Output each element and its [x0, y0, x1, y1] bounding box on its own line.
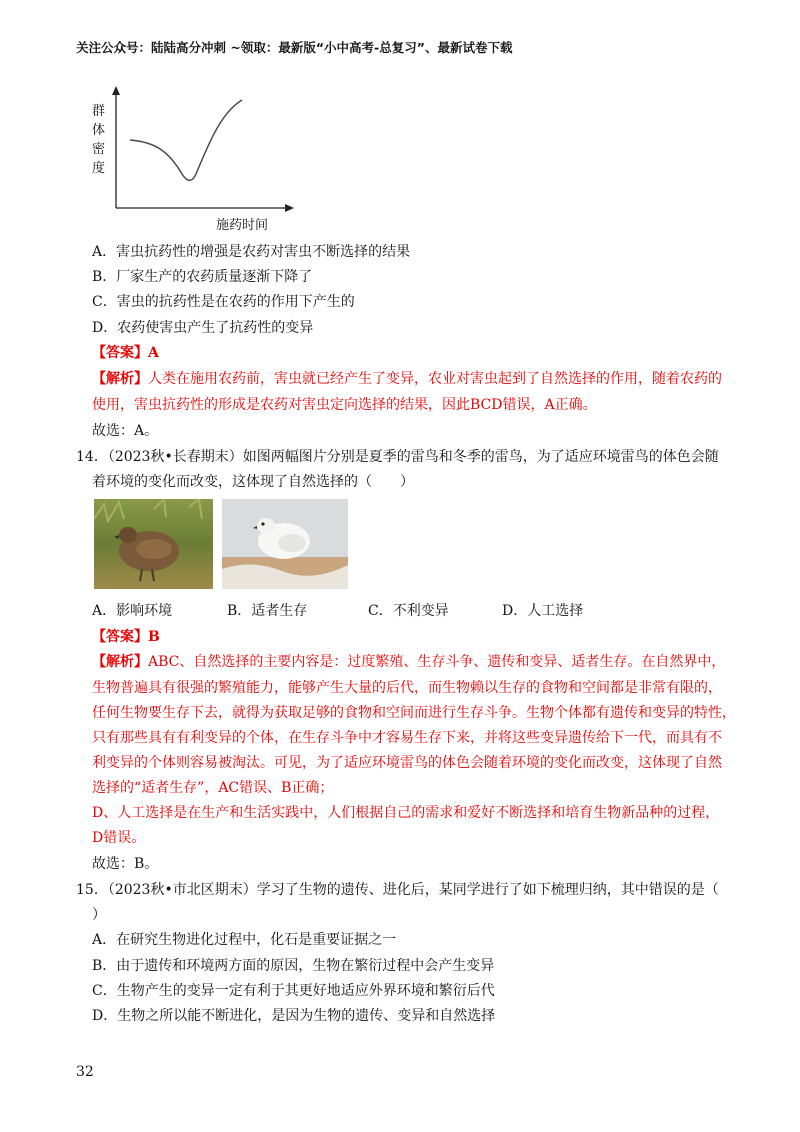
q13-analysis-line2: 使用，害虫抗药性的形成是农药对害虫定向选择的结果，因此BCD错误，A正确。 [92, 397, 597, 413]
page-number: 32 [76, 1064, 94, 1080]
ylabel-char: 群 [92, 104, 106, 119]
winter-ptarmigan-photo [222, 499, 348, 589]
q13-option-d: D．农药使害虫产生了抗药性的变异 [92, 320, 314, 336]
q15-option-d: D．生物之所以能不断进化，是因为生物的遗传、变异和自然选择 [92, 1008, 496, 1024]
q13-option-a: A．害虫抗药性的增强是农药对害虫不断选择的结果 [92, 244, 411, 260]
q13-option-c: C．害虫的抗药性是在农药的作用下产生的 [92, 294, 355, 310]
q15-stem-text: （2023秋•市北区期末）学习了生物的遗传、进化后，某同学进行了如下梳理归纳，其中错误的是（ [107, 882, 719, 898]
q14-conclusion: 故选：B。 [92, 856, 159, 872]
q14-analysis-line2: 生物普遍具有很强的繁殖能力，能够产生大量的后代，而生物赖以生存的食物和空间都是非常有限的， [92, 680, 722, 696]
graph-xlabel: 施药时间 [216, 218, 269, 233]
q15-stem-line2: ） [92, 907, 106, 923]
page-header: 关注公众号：陆陆高分冲刺 ~领取：最新版“小中高考-总复习”、最新试卷下载 [76, 40, 513, 55]
q15-stem-line1 [76, 880, 719, 900]
population-density-graph [84, 86, 294, 240]
analysis-label: 【解析】 [92, 371, 148, 387]
analysis-label: 【解析】 [92, 654, 148, 670]
q14-answer [92, 627, 160, 647]
q15-number: 15． [76, 882, 108, 898]
q13-conclusion: 故选：A。 [92, 423, 159, 439]
q15-option-c: C．生物产生的变异一定有利于其更好地适应外界环境和繁衍后代 [92, 983, 495, 999]
q13-answer [92, 343, 159, 363]
q14-analysis-line4: 只有那些具有有利变异的个体，在生存斗争中才容易生存下来，并将这些变异遗传给下一代，而具有不 [92, 730, 722, 746]
q15-option-b: B．由于遗传和环境两方面的原因，生物在繁衍过程中会产生变异 [92, 958, 495, 974]
q14-stem-text: （2023秋•长春期末）如图两幅图片分别是夏季的雷鸟和冬季的雷鸟，为了适应环境雷鸟的体色会随 [107, 449, 719, 465]
graph-ylabel [92, 102, 108, 178]
q14-analysis-line1 [92, 652, 725, 672]
q14-analysis-line3: 任何生物要生存下去，就得为获取足够的食物和空间而进行生存斗争。生物个体都有遗传和变异的特性， [92, 705, 736, 721]
q14-option-b: B．适者生存 [227, 603, 308, 619]
ylabel-char: 密 [92, 142, 106, 157]
ylabel-char: 度 [92, 161, 106, 176]
q14-stem-line1 [76, 447, 719, 467]
q14-stem-line2: 着环境的变化而改变，这体现了自然选择的（ ） [92, 474, 414, 490]
q15-option-a: A．在研究生物进化过程中，化石是重要证据之一 [92, 932, 397, 948]
q14-option-c: C．不利变异 [368, 603, 449, 619]
q14-analysis-line6: 选择的“适者生存”，AC错误、B正确； [92, 780, 334, 796]
summer-ptarmigan-photo [94, 499, 213, 589]
q14-option-a: A．影响环境 [92, 603, 173, 619]
q13-analysis-line1 [92, 369, 722, 389]
q13-option-b: B．厂家生产的农药质量逐渐下降了 [92, 269, 313, 285]
q14-number: 14． [76, 449, 108, 465]
answer-value: B [148, 629, 160, 645]
answer-label: 【答案】 [92, 629, 148, 645]
q14-option-d: D．人工选择 [502, 603, 584, 619]
q14-analysis-line5: 利变异的个体则容易被淘汰。可见，为了适应环境雷鸟的体色会随着环境的变化而改变，这体现了自然 [92, 755, 722, 771]
ylabel-char: 体 [92, 123, 106, 138]
q14-analysis-line7: D、人工选择是在生产和生活实践中，人们根据自己的需求和爱好不断选择和培育生物新品种的过程， [92, 805, 720, 821]
answer-label: 【答案】 [92, 345, 148, 361]
analysis-text: ABC、自然选择的主要内容是：过度繁殖、生存斗争、遗传和变异、适者生存。在自然界中， [148, 654, 726, 670]
analysis-text: 人类在施用农药前，害虫就已经产生了变异，农业对害虫起到了自然选择的作用，随着农药的 [148, 371, 722, 387]
q14-analysis-line8: D错误。 [92, 830, 146, 846]
answer-value: A [148, 345, 159, 361]
